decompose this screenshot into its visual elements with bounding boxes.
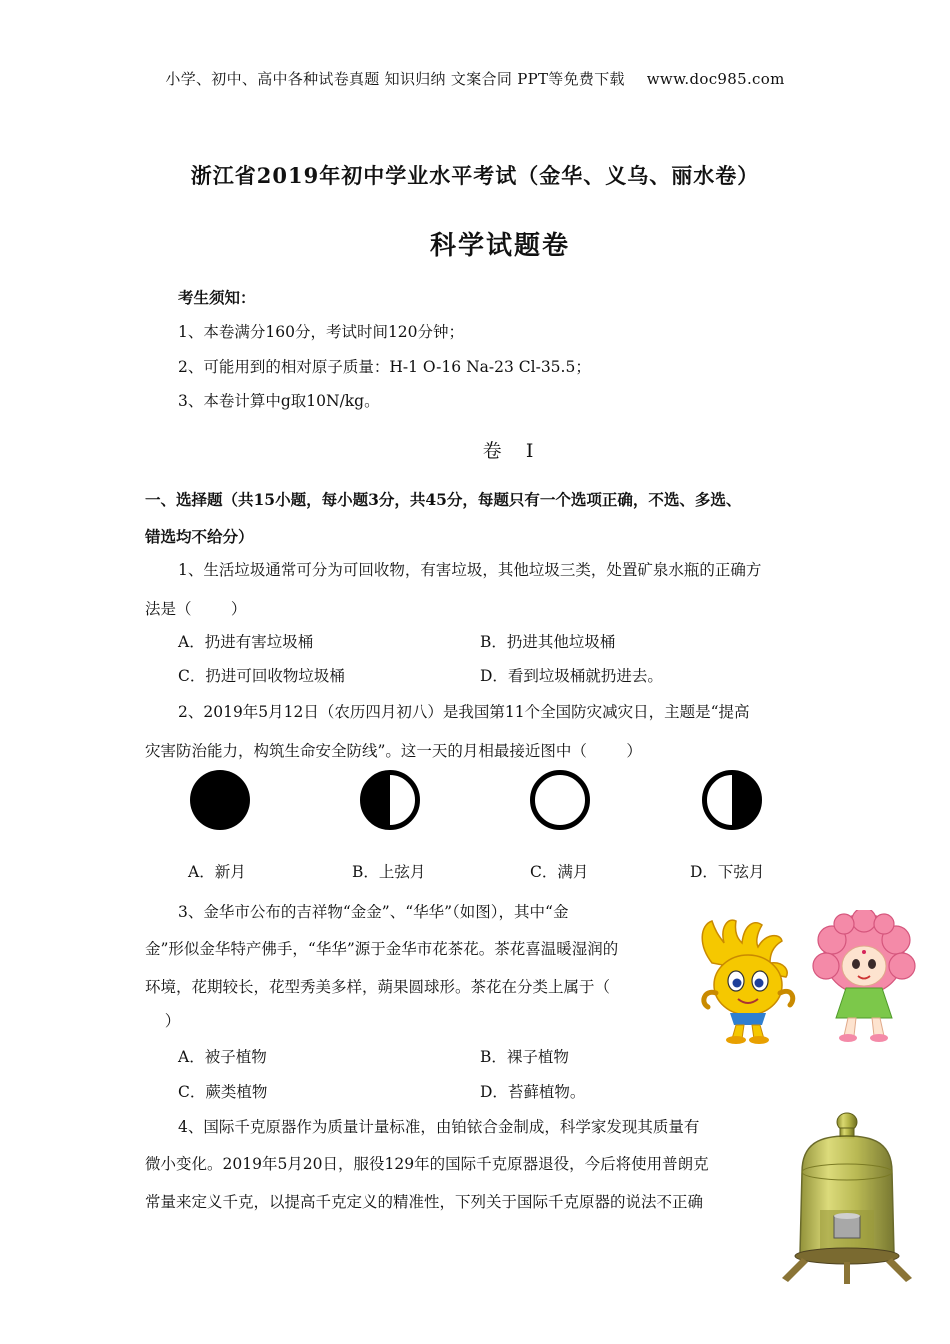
question-3-text-cont: 环境，花期较长，花型秀美多样，蒴果圆球形。茶花在分类上属于（ (145, 978, 611, 996)
kilogram-prototype-image (772, 1112, 922, 1287)
full-moon-icon (528, 768, 592, 832)
q3-option-b: B．裸子植物 (480, 1048, 569, 1066)
notice-item: 1、本卷满分160分，考试时间120分钟； (178, 323, 465, 341)
mascot-huahua-image (808, 910, 920, 1045)
section-heading-cont: 错选均不给分） (145, 527, 254, 546)
q1-option-d: D．看到垃圾桶就扔进去。 (480, 667, 663, 685)
q1-option-c: C．扔进可回收物垃圾桶 (178, 667, 345, 685)
question-2-text: 2、2019年5月12日（农历四月初八）是我国第11个全国防灾减灾日，主题是“提高 (178, 703, 750, 721)
q1-option-b: B．扔进其他垃圾桶 (480, 633, 616, 651)
q3-option-d: D．苔藓植物。 (480, 1083, 586, 1101)
question-3-text: 3、金华市公布的吉祥物“金金”、“华华”（如图），其中“金 (178, 903, 569, 921)
q2-option-b: B．上弦月 (352, 863, 426, 881)
header-site: www.doc985.com (646, 70, 785, 88)
notice-item: 3、本卷计算中g取10N/kg。 (178, 392, 380, 410)
q3-option-a: A．被子植物 (178, 1048, 267, 1066)
question-1-text-cont: 法是（ ） (145, 600, 247, 618)
q2-option-c: C．满月 (530, 863, 589, 881)
question-4-text-cont: 常量来定义千克，以提高千克定义的精准性，下列关于国际千克原器的说法不正确 (145, 1193, 704, 1211)
new-moon-icon (188, 768, 252, 832)
q1-option-a: A．扔进有害垃圾桶 (178, 633, 314, 651)
question-3-text-cont: 金”形似金华特产佛手，“华华”源于金华市花茶花。茶花喜温暖湿润的 (145, 940, 619, 958)
last-quarter-moon-icon (700, 768, 764, 832)
exam-title: 浙江省2019年初中学业水平考试（金华、义乌、丽水卷） (190, 163, 760, 188)
question-2-text-cont: 灾害防治能力，构筑生命安全防线”。这一天的月相最接近图中（ ） (145, 742, 642, 760)
notice-heading: 考生须知： (178, 288, 256, 307)
q2-option-a: A．新月 (188, 863, 246, 881)
volume-label: 卷 I (482, 440, 534, 462)
notice-item: 2、可能用到的相对原子质量：H-1 O-16 Na-23 Cl-35.5； (178, 358, 591, 376)
page-header (0, 68, 950, 89)
question-4-text-cont: 微小变化。2019年5月20日，服役129年的国际千克原器退役，今后将使用普朗克 (145, 1155, 709, 1173)
question-4-text: 4、国际千克原器作为质量计量标准，由铂铱合金制成，科学家发现其质量有 (178, 1118, 700, 1136)
question-3-text-cont: ） (145, 1012, 181, 1030)
section-heading: 一、选择题（共15小题，每小题3分，共45分，每题只有一个选项正确，不选、多选、 (145, 490, 742, 509)
header-text: 小学、初中、高中各种试卷真题 知识归纳 文案合同 PPT等免费下载 (165, 70, 625, 88)
mascot-jinjin-image (690, 915, 805, 1045)
first-quarter-moon-icon (358, 768, 422, 832)
exam-subtitle: 科学试题卷 (429, 231, 570, 261)
q2-option-d: D．下弦月 (690, 863, 765, 881)
q3-option-c: C．蕨类植物 (178, 1083, 268, 1101)
question-1-text: 1、生活垃圾通常可分为可回收物，有害垃圾，其他垃圾三类，处置矿泉水瓶的正确方 (178, 561, 762, 579)
